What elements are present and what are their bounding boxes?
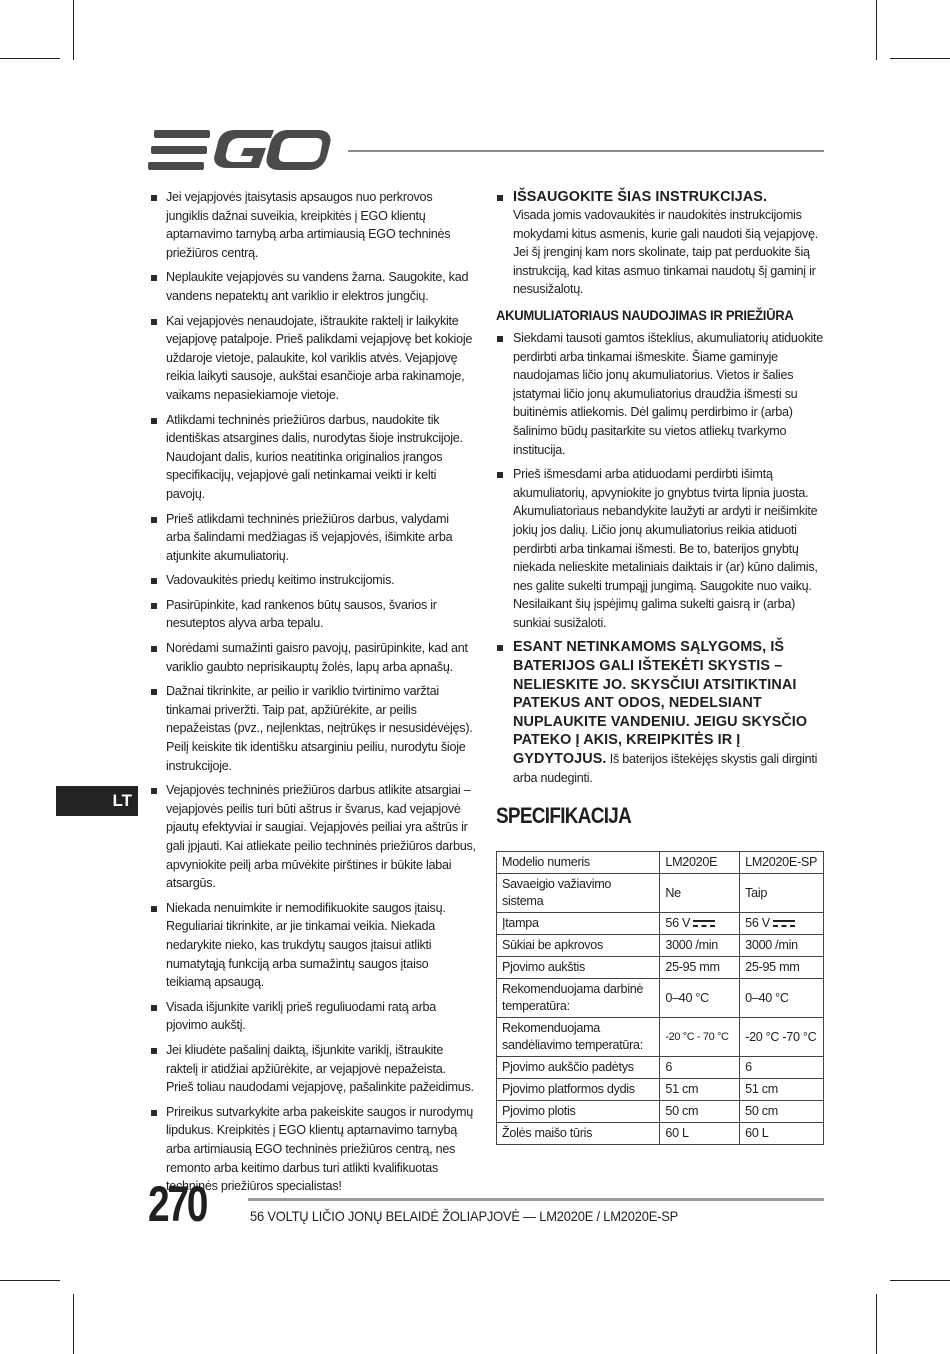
list-item: Prieš išmesdami arba atiduodami perdirbti išimtą akumuliatorių, apvyniokite jo gnybtus tvirta lipnia juosta. Akumuliatoriaus nebandykite laužyti ar ardyti ir neišimkite jokių jos dalių. Ličio jonų akumuliatorius reikia atiduoti perdirbti arba tinkamai išmesti. Be to, baterijos gnybtų niekada nelieskite metaliniais daiktais ir (ar) kūno dalimis, nes galite sukelti trumpąjį jungimą. Saugokite nuo vaikų. Nesilaikant šių įspėjimų galima sukelti gaisrą ir (arba) sunkiai susižaloti. (496, 465, 824, 632)
crop-mark (890, 58, 950, 59)
table-cell: Rekomenduojama sandėliavimo temperatūra: (497, 1018, 660, 1057)
table-cell: Modelio numeris (497, 852, 660, 874)
table-cell: Ne (660, 874, 740, 913)
table-row (497, 1079, 824, 1101)
crop-mark (876, 0, 877, 60)
list-item: Neplaukite vejapjovės su vandens žarna. Saugokite, kad vandens nepatektų ant variklio ir elektros jungčių. (150, 268, 476, 305)
table-cell: 3000 /min (740, 935, 824, 957)
crop-mark (890, 1280, 950, 1281)
table-cell: 25-95 mm (660, 957, 740, 979)
table-cell: LM2020E-SP (740, 852, 824, 874)
table-cell: Žolės maišo tūris (497, 1123, 660, 1145)
table-row (497, 913, 824, 935)
save-instructions-heading: IŠSAUGOKITE ŠIAS INSTRUKCIJAS. (513, 189, 768, 205)
table-cell: 25-95 mm (740, 957, 824, 979)
table-cell: 0–40 °C (660, 979, 740, 1018)
list-item: Pasirūpinkite, kad rankenos būtų sausos, švarios ir nesuteptos alyva arba tepalu. (150, 596, 476, 633)
list-item: Kai vejapjovės nenaudojate, ištraukite raktelį ir laikykite vejapjovę patalpoje. Prieš palikdami vejapjovę bet kokioje uždaroje vietoje, palaukite, kol variklis atvės. Vejapjovę reikia laikyti sausoje, aukštai esančioje arba rakinamoje, vaikams nepasiekiamoje vietoje. (150, 312, 476, 405)
footer-rule (248, 1198, 824, 1201)
table-cell: 56 V (740, 913, 824, 935)
table-cell: 50 cm (740, 1101, 824, 1123)
table-cell: Taip (740, 874, 824, 913)
battery-section-title: AKUMULIATORIAUS NAUDOJIMAS IR PRIEŽIŪRA (496, 306, 794, 323)
table-cell: LM2020E (660, 852, 740, 874)
table-cell: Rekomenduojama darbinė temperatūra: (497, 979, 660, 1018)
footer-title: 56 VOLTŲ LIČIO JONŲ BELAIDĖ ŽOLIAPJOVĖ — LM2020E / LM2020E-SP (250, 1208, 679, 1224)
table-cell: Sūkiai be apkrovos (497, 935, 660, 957)
table-row (497, 957, 824, 979)
list-item: Vadovaukitės priedų keitimo instrukcijomis. (150, 571, 476, 590)
ego-logo (148, 128, 332, 172)
save-instructions-item (496, 188, 824, 299)
battery-warning-tail: Iš baterijos ištekėjęs skystis gali dirginti arba nudeginti. (513, 752, 818, 785)
table-cell: 56 V (660, 913, 740, 935)
table-row (497, 1123, 824, 1145)
table-row (497, 979, 824, 1018)
list-item: Siekdami tausoti gamtos išteklius, akumuliatorių atiduokite perdirbti arba tinkamai išmeskite. Šiame gaminyje naudojamas ličio jonų akumuliatorius. Vietos ir šalies įstatymai ličio jonų akumuliatorius draudžia išmesti su buitinėmis atliekomis. Dėl galimų perdirbimo ir (arba) šalinimo būdų pasitarkite su vietos atliekų tvarkymo institucija. (496, 329, 824, 459)
table-row (497, 935, 824, 957)
table-cell: Įtampa (497, 913, 660, 935)
crop-mark (73, 0, 74, 60)
table-cell: 3000 /min (660, 935, 740, 957)
spec-title: SPECIFIKACIJA (496, 803, 632, 829)
language-tab: LT (56, 786, 138, 816)
table-row (497, 1018, 824, 1057)
list-item: Prieš atlikdami techninės priežiūros darbus, valydami arba šalindami medžiagas iš vejapjovės, išimkite arba atjunkite akumuliatorių. (150, 510, 476, 566)
table-cell: -20 °C -70 °C (740, 1018, 824, 1057)
table-cell: 51 cm (740, 1079, 824, 1101)
list-item: Niekada nenuimkite ir nemodifikuokite saugos įtaisų. Reguliariai tikrinkite, ar jie tinkamai veikia. Niekada nedarykite nieko, kas trukdytų saugos įtaisui atlikti numatytąją funkciją arba sumažintų saugos įtaiso teikiamą apsaugą. (150, 899, 476, 992)
table-row (497, 1057, 824, 1079)
table-cell: 0–40 °C (740, 979, 824, 1018)
list-item: Vejapjovės techninės priežiūros darbus atlikite atsargiai – vejapjovės peilis turi būti aštrus ir švarus, kad vejapjovė pjautų efektyviai ir saugiai. Vejapjovės peiliai yra aštrūs ir gali įpjauti. Kai atliekate peilio techninės priežiūros darbus, apvyniokite peilį arba mūvėkite pirštines ir būkite labai atsargūs. (150, 781, 476, 893)
crop-mark (0, 58, 60, 59)
header-rule (348, 150, 824, 152)
table-cell: Pjovimo aukščio padėtys (497, 1057, 660, 1079)
crop-mark (73, 1294, 74, 1354)
dc-symbol-icon (693, 920, 715, 928)
table-cell: 50 cm (660, 1101, 740, 1123)
table-cell: 60 L (740, 1123, 824, 1145)
right-column (496, 188, 824, 1145)
table-cell: Savaeigio važiavimo sistema (497, 874, 660, 913)
table-header-row (497, 852, 824, 874)
table-cell: 6 (740, 1057, 824, 1079)
page-number: 270 (148, 1176, 207, 1232)
list-item: Atlikdami techninės priežiūros darbus, naudokite tik identiškas atsargines dalis, nurodytas šioje instrukcijoje. Naudojant dalis, kurios neatitinka originalios įrangos specifikacijų, vejapjovė gali netinkamai veikti ir kelti pavojų. (150, 411, 476, 504)
spec-table (496, 851, 824, 1145)
list-item: Dažnai tikrinkite, ar peilio ir variklio tvirtinimo varžtai tinkamai priveržti. Taip pat, apžiūrėkite, ar peilis nepažeistas (pvz., neįlenktas, neįtrūkęs ir nesusidėvėjęs). Peilį keiskite tik identišku atsarginiu peiliu, nurodytu šioje instrukcijoje. (150, 682, 476, 775)
save-instructions-text: Visada jomis vadovaukitės ir naudokitės instrukcijomis mokydami kitus asmenis, kurie gali naudoti šią vejapjovę. Jei šį įrenginį kam nors skolinate, taip pat perduokite šią instrukciją, kad kitas asmuo tinkamai naudotų šį gaminį ir nesusižalotų. (513, 208, 818, 297)
left-column (150, 188, 476, 1202)
save-instructions-list (496, 188, 824, 299)
crop-mark (0, 1280, 60, 1281)
table-cell: Pjovimo plotis (497, 1101, 660, 1123)
list-item: Visada išjunkite variklį prieš reguliuodami ratą arba pjovimo aukštį. (150, 998, 476, 1035)
maintenance-bullet-list (150, 188, 476, 1196)
battery-warning-caps: ESANT NETINKAMOMS SĄLYGOMS, IŠ BATERIJOS GALI IŠTEKĖTI SKYSTIS – NELIESKITE JO. SKYSČIUI ATSITIKTINAI PATEKUS ANT ODOS, NEDELSIANT NUPLAUKITE VANDENIU. JEIGU SKYSČIO PATEKO Į AKIS, KREIPKITĖS IR Į GYDYTOJUS. (513, 639, 808, 768)
battery-warning-item (496, 638, 824, 787)
dc-symbol-icon (773, 920, 795, 928)
table-cell: 6 (660, 1057, 740, 1079)
table-row (497, 874, 824, 913)
table-cell: Pjovimo aukštis (497, 957, 660, 979)
table-cell: 51 cm (660, 1079, 740, 1101)
battery-bullet-list (496, 329, 824, 787)
table-row (497, 1101, 824, 1123)
list-item: Prireikus sutvarkykite arba pakeiskite saugos ir nurodymų lipdukus. Kreipkitės į EGO klientų aptarnavimo tarnybą arba artimiausią EGO techninės priežiūros centrą, nes remonto arba keitimo darbus turi atlikti kvalifikuotas techninės priežiūros specialistas! (150, 1103, 476, 1196)
table-cell: 60 L (660, 1123, 740, 1145)
list-item: Jei vejapjovės įtaisytasis apsaugos nuo perkrovos jungiklis dažnai suveikia, kreipkitės į EGO klientų aptarnavimo tarnybą arba artimiausią EGO techninės priežiūros centrą. (150, 188, 476, 262)
list-item: Jei kliudėte pašalinį daiktą, išjunkite variklį, ištraukite raktelį ir atidžiai apžiūrėkite, ar vejapjovė nepažeista. Prieš toliau naudodami vejapjovę, pašalinkite pažeidimus. (150, 1041, 476, 1097)
table-cell: -20 °C - 70 °C (660, 1018, 740, 1057)
list-item: Norėdami sumažinti gaisro pavojų, pasirūpinkite, kad ant variklio gaubto neprisikauptų žolės, lapų arba apnašų. (150, 639, 476, 676)
crop-mark (876, 1294, 877, 1354)
table-cell: Pjovimo platformos dydis (497, 1079, 660, 1101)
